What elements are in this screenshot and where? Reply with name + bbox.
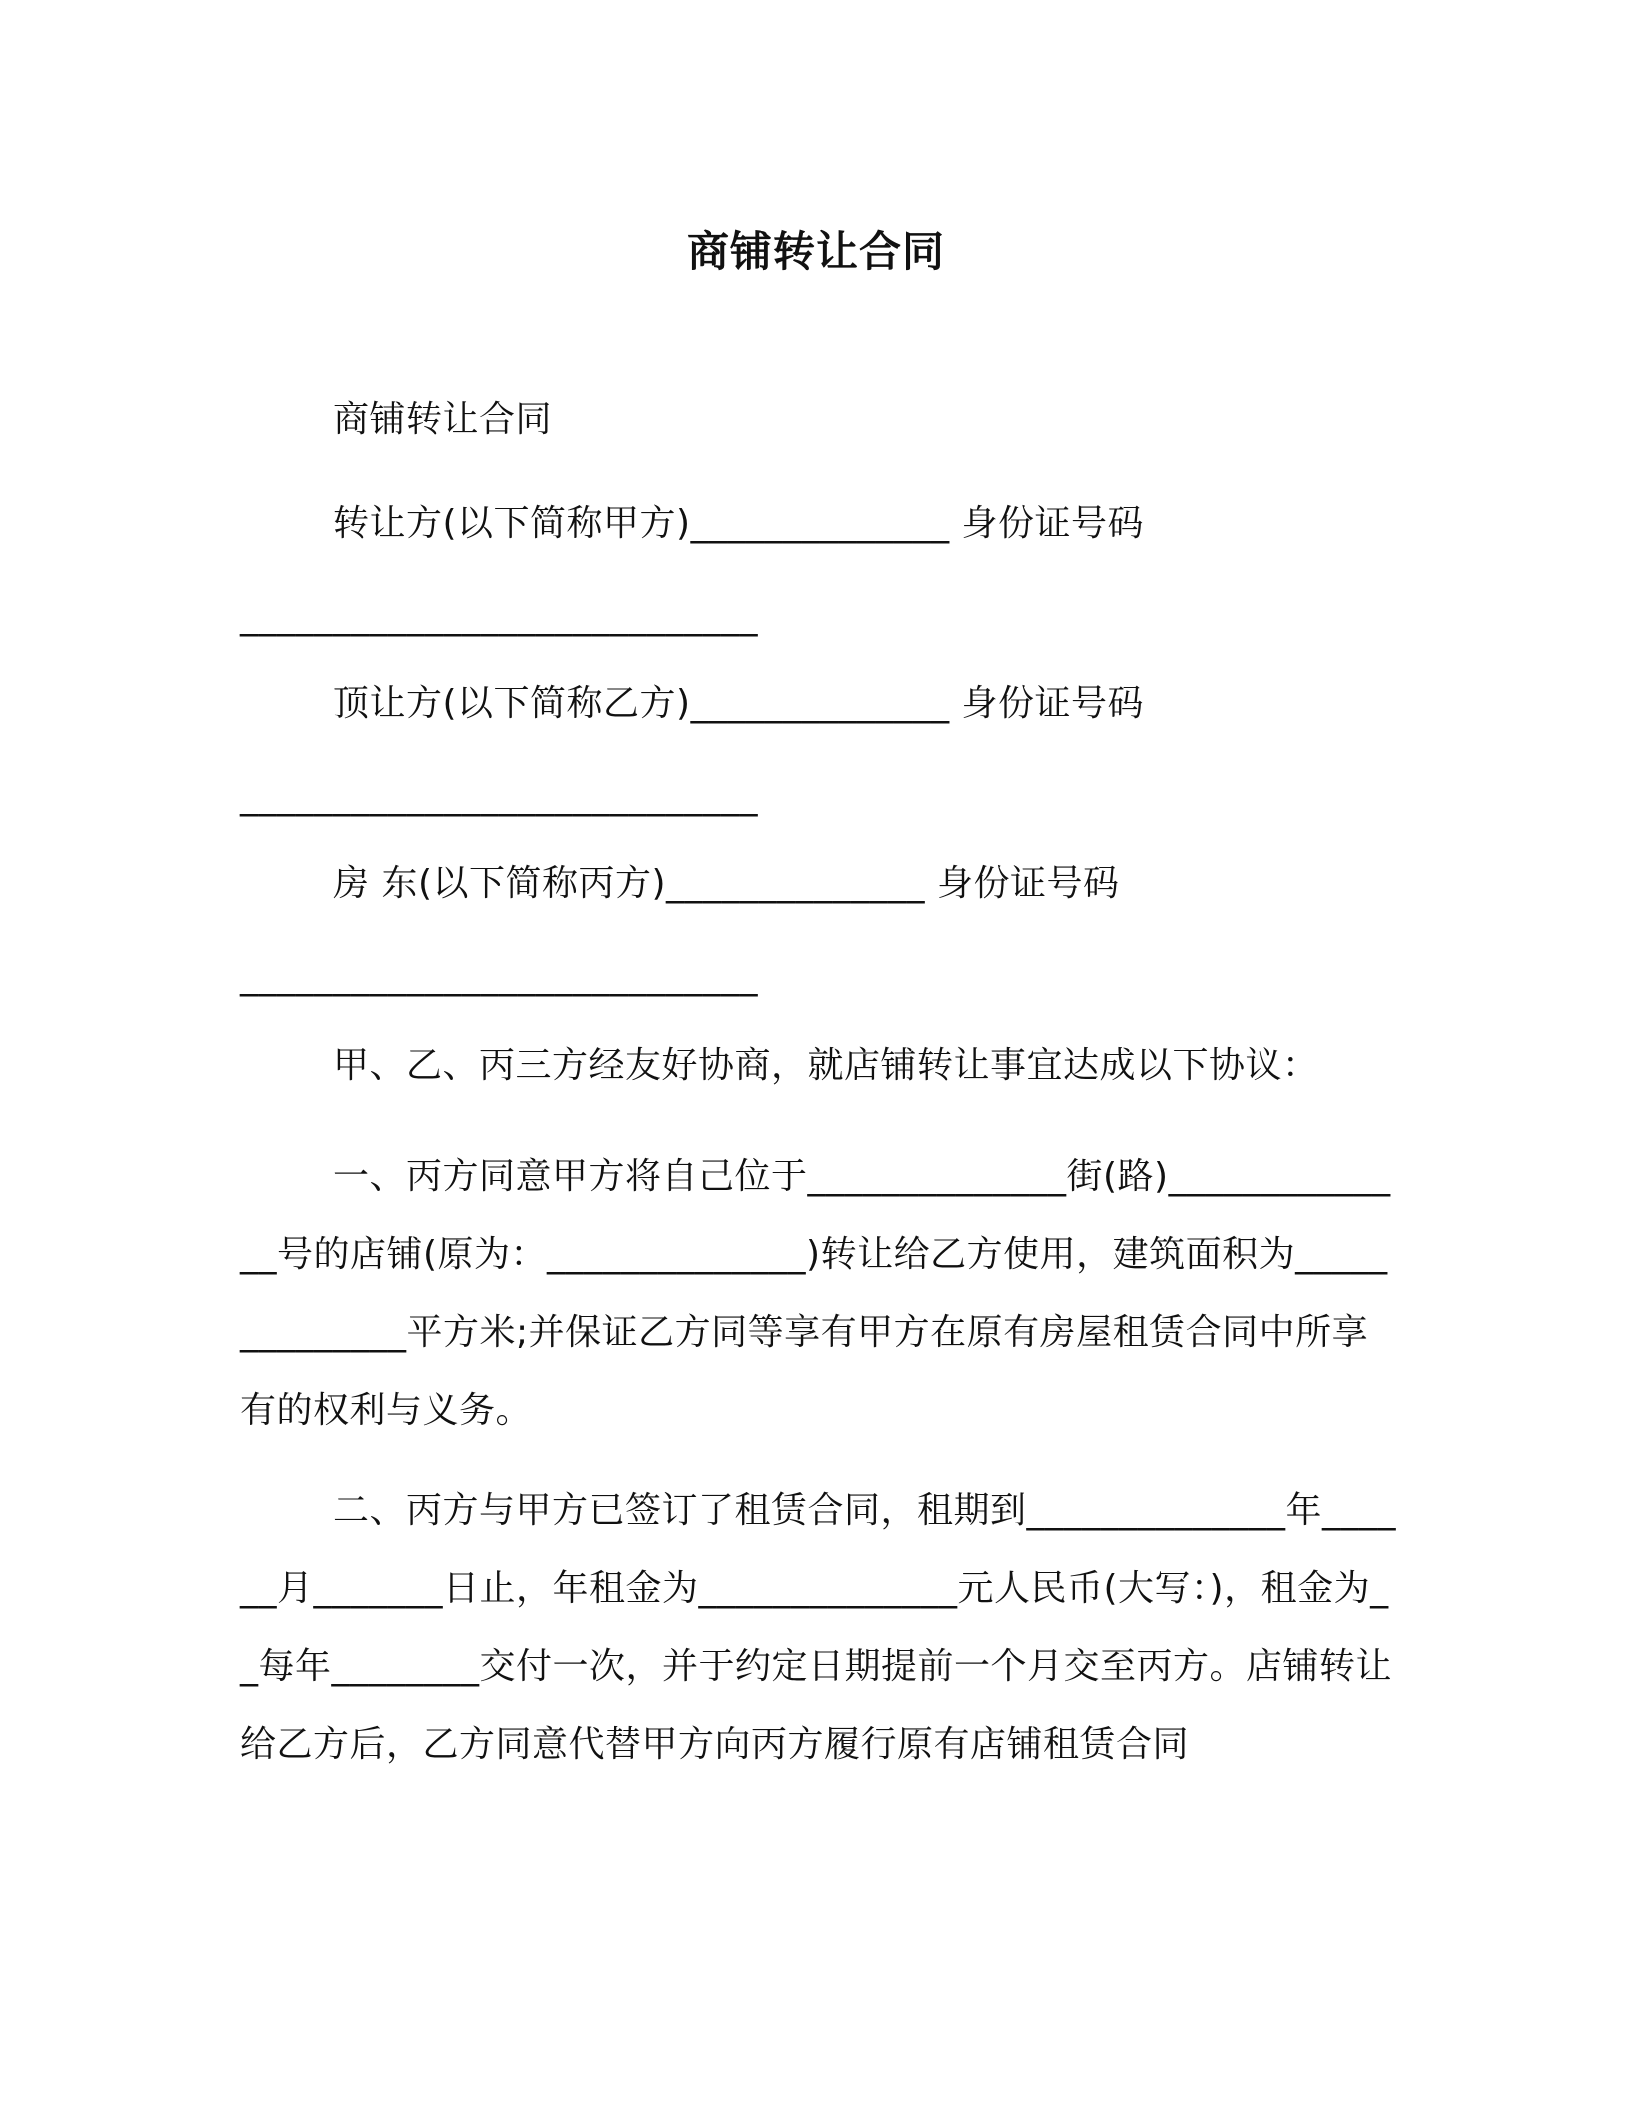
party-c-line: 房 东(以下简称丙方)______________ 身份证号码 bbox=[333, 863, 1120, 904]
clause-1-paragraph: 一、丙方同意甲方将自己位于______________街(路)______________号的店铺(原为：______________)转让给乙方使用，建筑面积为______________平方米;并保证乙方同等享有甲方在原有房屋租赁合同中所享有的权利与义务。 bbox=[240, 1156, 1391, 1431]
contract-subtitle: 商铺转让合同 bbox=[333, 399, 553, 440]
party-c-id-blank: ____________________________ bbox=[240, 956, 758, 997]
document-title: 商铺转让合同 bbox=[686, 227, 945, 276]
party-b-line: 顶让方(以下简称乙方)______________ 身份证号码 bbox=[333, 683, 1145, 724]
clause-2-paragraph: 二、丙方与甲方已签订了租赁合同，租期到______________年______月_______日止，年租金为______________元人民币(大写：)，租金为__每年________交付一次，并于约定日期提前一个月交至丙方。店铺转让给乙方后，乙方同意代替甲方向丙方履行原有店铺租赁合同 bbox=[240, 1490, 1397, 1765]
agreement-intro: 甲、乙、丙三方经友好协商，就店铺转让事宜达成以下协议： bbox=[333, 1045, 1319, 1086]
party-a-line: 转让方(以下简称甲方)______________ 身份证号码 bbox=[333, 503, 1145, 544]
party-a-id-blank: ____________________________ bbox=[240, 596, 758, 637]
party-b-id-blank: ____________________________ bbox=[240, 776, 758, 817]
